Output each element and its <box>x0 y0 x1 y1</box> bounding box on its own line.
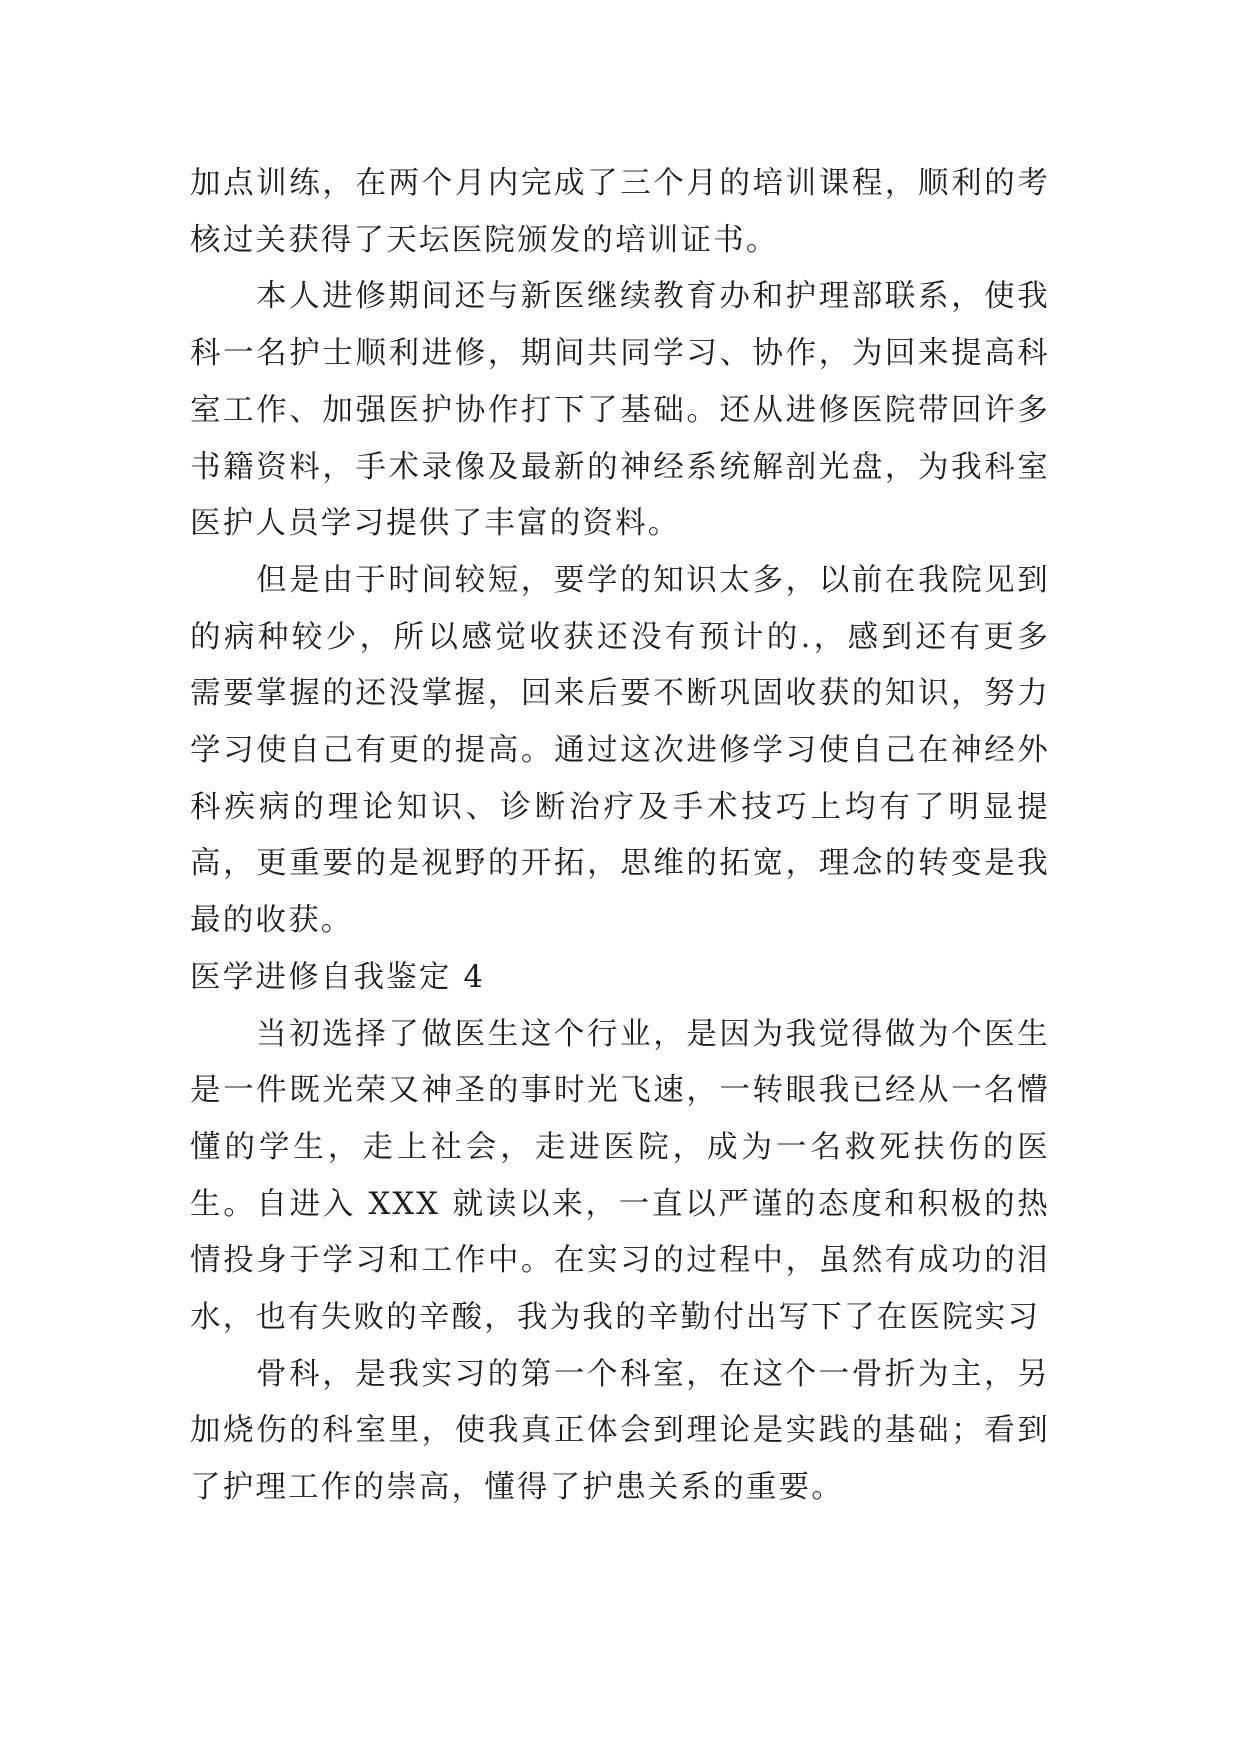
paragraph-reflection: 但是由于时间较短，要学的知识太多，以前在我院见到的病种较少，所以感觉收获还没有预计的.，感到还有更多需要掌握的还没掌握，回来后要不断巩固收获的知识，努力学习使自己有更的提高。通过这次进修学习使自己在神经外科疾病的理论知识、诊断治疗及手术技巧上均有了明显提高，更重要的是视野的开拓，思维的拓宽，理念的转变是我最的收获。 <box>190 562 1050 939</box>
paragraph-orthopedics: 骨科，是我实习的第一个科室，在这个一骨折为主，另加烧伤的科室里，使我真正体会到理论是实践的基础；看到了护理工作的崇高，懂得了护患关系的重要。 <box>190 1356 1050 1506</box>
paragraph-career-choice: 当初选择了做医生这个行业，是因为我觉得做为个医生是一件既光荣又神圣的事时光飞速，一转眼我已经从一名懵懂的学生，走上社会，走进医院，成为一名救死扶伤的医生。自进入 XXX 就读以来，一直以严谨的态度和积极的热情投身于学习和工作中。在实习的过程中，虽然有成功的泪水，也有失败的辛酸，我为我的辛勤付出写下了在医院实习 <box>190 1016 1050 1336</box>
section-heading: 医学进修自我鉴定 4 <box>190 959 486 995</box>
paragraph-training-completion: 加点训练，在两个月内完成了三个月的培训课程，顺利的考核过关获得了天坛医院颁发的培训证书。 <box>190 166 1050 258</box>
document-body <box>190 156 1050 1517</box>
paragraph-nurse-cooperation: 本人进修期间还与新医继续教育办和护理部联系，使我科一名护士顺利进修，期间共同学习、协作，为回来提高科室工作、加强医护协作打下了基础。还从进修医院带回许多书籍资料，手术录像及最新的神经系统解剖光盘，为我科室医护人员学习提供了丰富的资料。 <box>190 279 1050 542</box>
